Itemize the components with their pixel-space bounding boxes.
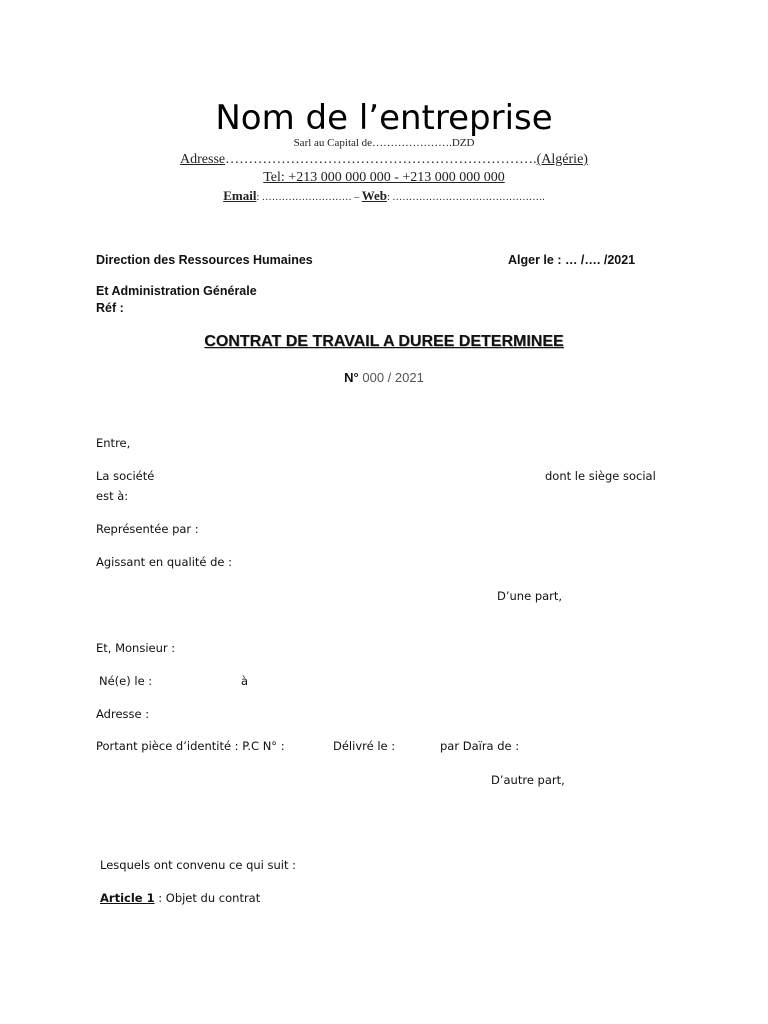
- capital-dots: ………………….: [372, 137, 452, 149]
- address-line: [0, 151, 768, 168]
- contract-number-label: N°: [344, 370, 359, 385]
- email-dots: : ……………………… –: [256, 192, 362, 203]
- tel-text: Tel: +213 000 000 000 - +213 000 000 000: [263, 170, 505, 185]
- tel-line: [0, 169, 768, 186]
- capital-currency: DZD: [451, 137, 475, 149]
- est-a-label: est à:: [96, 489, 129, 503]
- adresse-label: Adresse :: [96, 707, 150, 721]
- ref-label: Réf :: [96, 301, 124, 315]
- ne-le-label: Né(e) le :: [99, 674, 153, 688]
- et-monsieur-label: Et, Monsieur :: [96, 641, 176, 655]
- agissant-label: Agissant en qualité de :: [96, 555, 233, 569]
- une-part-label: D’une part,: [497, 589, 563, 603]
- email-web-line: [0, 187, 768, 206]
- a-label: à: [241, 674, 249, 688]
- siege-label: dont le siège social: [545, 469, 656, 483]
- capital-line: [0, 137, 768, 150]
- article-1-label: Article 1: [100, 891, 155, 905]
- societe-label: La société: [96, 469, 155, 483]
- web-label: Web: [361, 188, 388, 203]
- contract-number: [0, 370, 768, 385]
- lesquels-text: Lesquels ont convenu ce qui suit :: [100, 858, 297, 872]
- address-dots: ………………………………………………………….: [225, 152, 537, 167]
- capital-label: Sarl au Capital de: [293, 137, 373, 149]
- entre-text: Entre,: [96, 436, 131, 450]
- article-1-line: [100, 890, 260, 907]
- delivre-label: Délivré le :: [333, 739, 396, 753]
- article-1-text: : Objet du contrat: [154, 891, 261, 905]
- date-line: Alger le : … /…. /2021: [508, 253, 636, 267]
- contract-title: CONTRAT DE TRAVAIL A DUREE DETERMINEE: [204, 333, 564, 350]
- email-label: Email: [223, 188, 257, 203]
- contract-number-value: 000 / 2021: [358, 370, 424, 385]
- web-dots: : ……………………………………….: [387, 192, 545, 203]
- piece-label: Portant pièce d’identité : P.C N° :: [96, 739, 285, 753]
- direction-line2: Et Administration Générale: [96, 284, 257, 298]
- address-country: (Algérie): [536, 152, 588, 167]
- direction-line1: Direction des Ressources Humaines: [96, 253, 313, 267]
- representee-label: Représentée par :: [96, 522, 199, 536]
- address-label: Adresse: [180, 152, 226, 167]
- autre-part-label: D’autre part,: [491, 773, 565, 787]
- company-name: Nom de l’entreprise: [215, 98, 553, 138]
- daira-label: par Daïra de :: [440, 739, 520, 753]
